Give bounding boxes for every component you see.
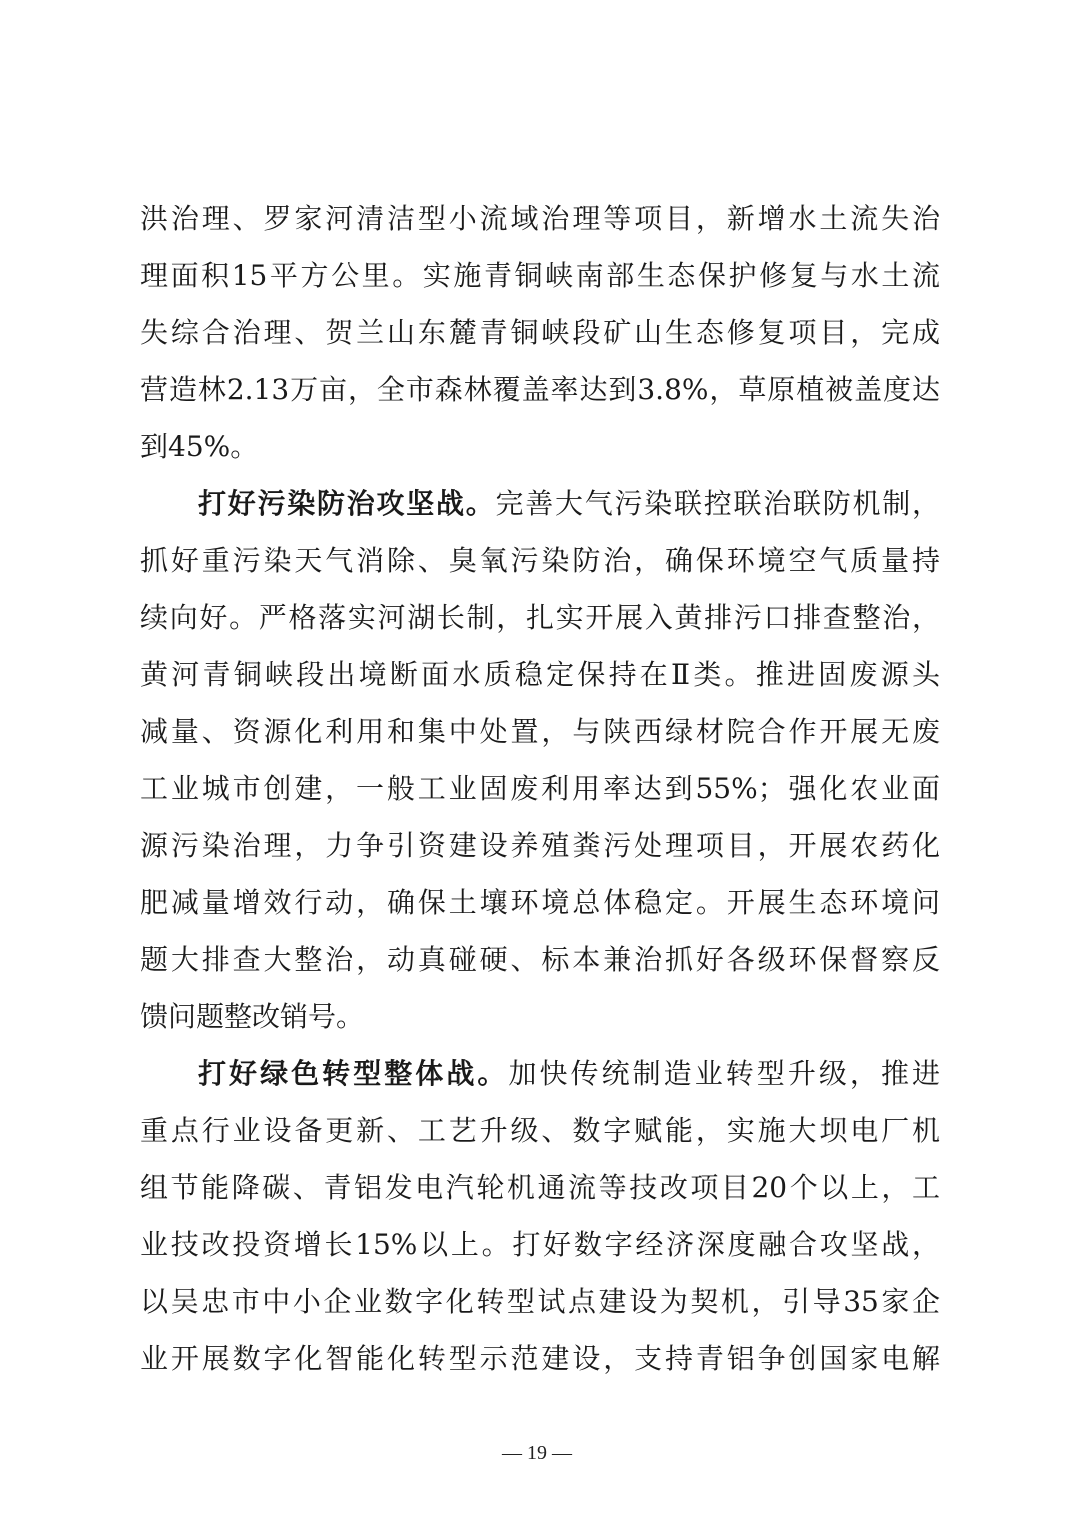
paragraph-first-line	[140, 475, 940, 532]
text-line: 馈问题整改销号。	[140, 1000, 365, 1033]
text-line: 续向好。严格落实河湖长制，扎实开展入黄排污口排查整治，	[140, 601, 940, 634]
text-line: 业开展数字化智能化转型示范建设，支持青铝争创国家电解	[140, 1342, 940, 1375]
text-line: 黄河青铜峡段出境断面水质稳定保持在Ⅱ类。推进固废源头	[140, 658, 940, 691]
text-line: 到45%。	[140, 430, 259, 463]
text-line: 工业城市创建，一般工业固废利用率达到55%；强化农业面	[140, 772, 940, 805]
text-line: 以吴忠市中小企业数字化转型试点建设为契机，引导35家企	[140, 1285, 940, 1318]
text-line: 失综合治理、贺兰山东麓青铜峡段矿山生态修复项目，完成	[140, 316, 940, 349]
text-line: 业技改投资增长15%以上。打好数字经济深度融合攻坚战，	[140, 1228, 940, 1261]
paragraph-2	[140, 475, 940, 1045]
paragraph-1	[140, 190, 940, 475]
text-line: 营造林2.13万亩，全市森林覆盖率达到3.8%，草原植被盖度达	[140, 373, 940, 406]
text-line: 肥减量增效行动，确保土壤环境总体稳定。开展生态环境问	[140, 886, 940, 919]
paragraph-first-line	[140, 1045, 940, 1102]
section-heading: 打好绿色转型整体战。	[198, 1057, 509, 1090]
section-heading: 打好污染防治攻坚战。	[198, 487, 496, 520]
page-number: — 19 —	[502, 1442, 572, 1464]
text-line: 组节能降碳、青铝发电汽轮机通流等技改项目20个以上，工	[140, 1171, 940, 1204]
text-line: 理面积15平方公里。实施青铜峡南部生态保护修复与水土流	[140, 259, 940, 292]
text-line: 抓好重污染天气消除、臭氧污染防治，确保环境空气质量持	[140, 544, 940, 577]
text-span: 完善大气污染联控联治联防机制，	[495, 487, 940, 520]
text-span: 加快传统制造业转型升级，推进	[508, 1057, 940, 1090]
text-line: 重点行业设备更新、工艺升级、数字赋能，实施大坝电厂机	[140, 1114, 940, 1147]
text-line: 减量、资源化利用和集中处置，与陕西绿材院合作开展无废	[140, 715, 940, 748]
text-line: 源污染治理，力争引资建设养殖粪污处理项目，开展农药化	[140, 829, 940, 862]
text-line: 题大排查大整治，动真碰硬、标本兼治抓好各级环保督察反	[140, 943, 940, 976]
document-body	[140, 190, 940, 1387]
paragraph-3	[140, 1045, 940, 1387]
text-line: 洪治理、罗家河清洁型小流域治理等项目，新增水土流失治	[140, 202, 940, 235]
